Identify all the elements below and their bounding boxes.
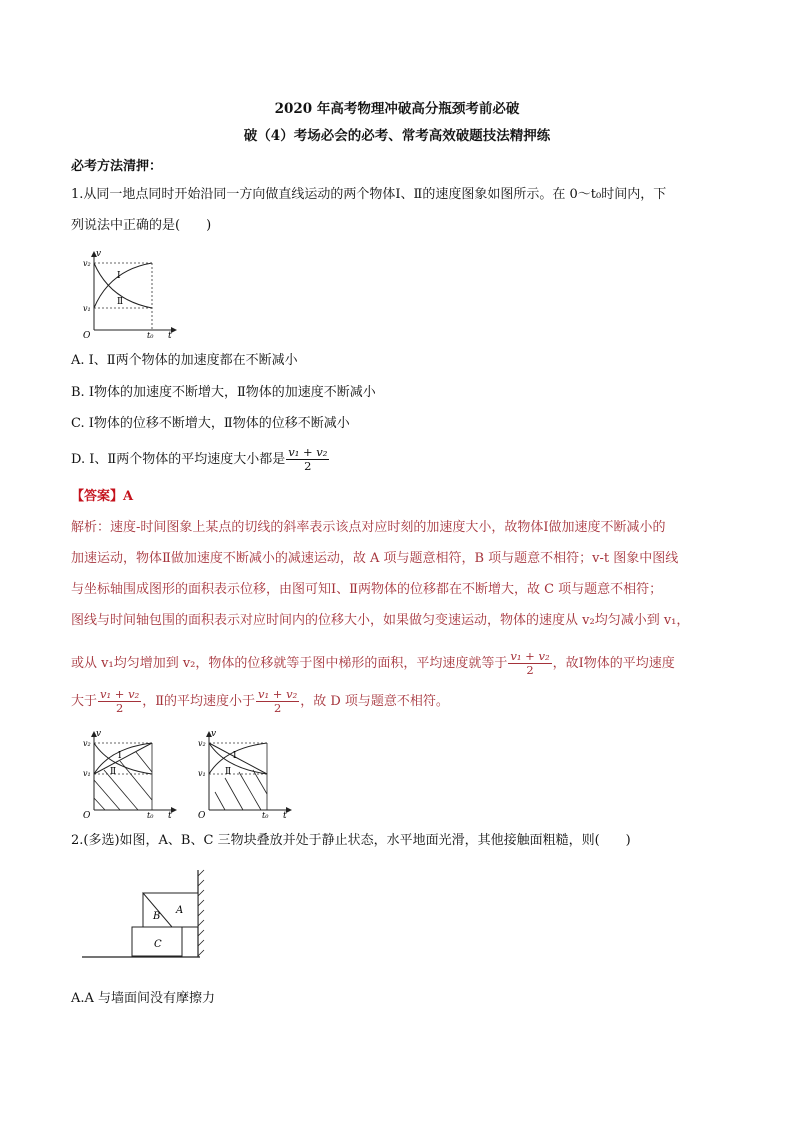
- q1-velocity-graph: [80, 248, 180, 340]
- curve-II-label: Ⅱ: [117, 297, 124, 307]
- analysis-line5-a: 或从 v₁均匀增加到 v₂，物体的位移就等于图中梯形的面积，平均速度就等于: [71, 656, 508, 671]
- fraction-numerator: v₁ + v₂: [100, 687, 140, 701]
- v1-label: v₁: [198, 769, 206, 778]
- q2-blocks-figure: [80, 868, 210, 962]
- fraction: [256, 688, 299, 715]
- fraction: [508, 650, 551, 677]
- q1-answer: 【答案】A: [71, 489, 134, 504]
- fraction-numerator: v₁ + v₂: [288, 445, 328, 459]
- fraction-numerator: v₁ + v₂: [258, 687, 298, 701]
- document-subtitle: 破（4）考场必会的必考、常考高效破题技法精押练: [243, 128, 551, 144]
- curve-I-label: Ⅰ: [118, 751, 122, 761]
- q1-text-line1: 1.从同一地点同时开始沿同一方向做直线运动的两个物体Ⅰ、Ⅱ的速度图象如图所示。在 0～t₀时间内，下: [71, 187, 667, 202]
- v1-label: v₁: [83, 769, 91, 778]
- analysis-line2: 加速运动，物体Ⅱ做加速度不断减小的减速运动，故 A 项与题意相符，B 项与题意不相符；v-t 图象中图线: [71, 551, 679, 566]
- section-label: 必考方法清押：: [71, 159, 163, 174]
- block-b-label: B: [153, 911, 161, 922]
- analysis-line6: [71, 688, 449, 715]
- fraction-denominator: 2: [526, 663, 534, 677]
- curve-I-label: Ⅰ: [233, 751, 237, 761]
- axis-v-label: v: [96, 249, 102, 259]
- analysis-graph-right: [195, 728, 295, 820]
- analysis-line1: 解析：速度-时间图象上某点的切线的斜率表示该点对应时刻的加速度大小，故物体Ⅰ做加速度不断减小的: [71, 520, 666, 535]
- analysis-line6-a: 大于: [71, 694, 98, 709]
- wall-hatching: [198, 870, 204, 956]
- axis-v-label: v: [96, 729, 102, 739]
- v2-label: v₂: [198, 739, 206, 748]
- curve-II-label: Ⅱ: [225, 767, 232, 777]
- origin-label: O: [83, 331, 91, 340]
- fraction-denominator: 2: [273, 701, 282, 715]
- axis-t-label: t: [168, 811, 172, 820]
- curve-II-label: Ⅱ: [110, 767, 117, 777]
- origin-label: O: [198, 811, 206, 820]
- v2-label: v₂: [83, 739, 91, 748]
- analysis-line4: 图线与时间轴包围的面积表示对应时间内的位移大小，如果做匀变速运动，物体的速度从 v₂均匀减小到 v₁，: [71, 613, 690, 628]
- block-c-label: C: [154, 939, 162, 950]
- q1-option-d: [71, 446, 330, 473]
- v1-label: v₁: [83, 304, 91, 313]
- t0-label: t₀: [147, 811, 154, 820]
- document-title: 2020 年高考物理冲破高分瓶颈考前必破: [274, 101, 520, 117]
- fraction-numerator: v₁ + v₂: [510, 649, 550, 663]
- analysis-line5: [71, 650, 675, 677]
- axis-t-label: t: [283, 811, 287, 820]
- q1-option-b: B. Ⅰ物体的加速度不断增大，Ⅱ物体的加速度不断减小: [71, 385, 376, 400]
- fraction: [286, 446, 329, 473]
- fraction: [98, 688, 141, 715]
- axis-v-label: v: [211, 729, 217, 739]
- analysis-line6-c: ，故 D 项与题意不相符。: [300, 694, 449, 709]
- t0-label: t₀: [262, 811, 269, 820]
- t0-label: t₀: [147, 331, 154, 340]
- analysis-line5-b: ，故Ⅰ物体的平均速度: [552, 656, 675, 671]
- fraction-denominator: 2: [115, 701, 124, 715]
- q2-text: 2.(多选)如图，A、B、C 三物块叠放并处于静止状态，水平地面光滑，其他接触面粗糙，则( ): [71, 833, 631, 848]
- curve-I-label: Ⅰ: [117, 271, 121, 281]
- axis-t-label: t: [168, 331, 172, 340]
- q1-option-a: A. Ⅰ、Ⅱ两个物体的加速度都在不断减小: [71, 353, 298, 368]
- analysis-line3: 与坐标轴围成图形的面积表示位移，由图可知Ⅰ、Ⅱ两物体的位移都在不断增大，故 C 项与题意不相符；: [71, 582, 663, 597]
- v2-label: v₂: [83, 259, 91, 268]
- origin-label: O: [83, 811, 91, 820]
- q1-text-line2: 列说法中正确的是( ): [71, 218, 212, 233]
- analysis-graph-left: [80, 728, 180, 820]
- q1-option-d-text: D. Ⅰ、Ⅱ两个物体的平均速度大小都是: [71, 452, 286, 467]
- fraction-denominator: 2: [304, 459, 312, 473]
- q1-option-c: C. Ⅰ物体的位移不断增大，Ⅱ物体的位移不断减小: [71, 416, 350, 431]
- block-a-label: A: [176, 905, 184, 916]
- analysis-line6-b: ，Ⅱ的平均速度小于: [142, 694, 256, 709]
- q2-option-a: A.A 与墙面间没有摩擦力: [71, 991, 216, 1006]
